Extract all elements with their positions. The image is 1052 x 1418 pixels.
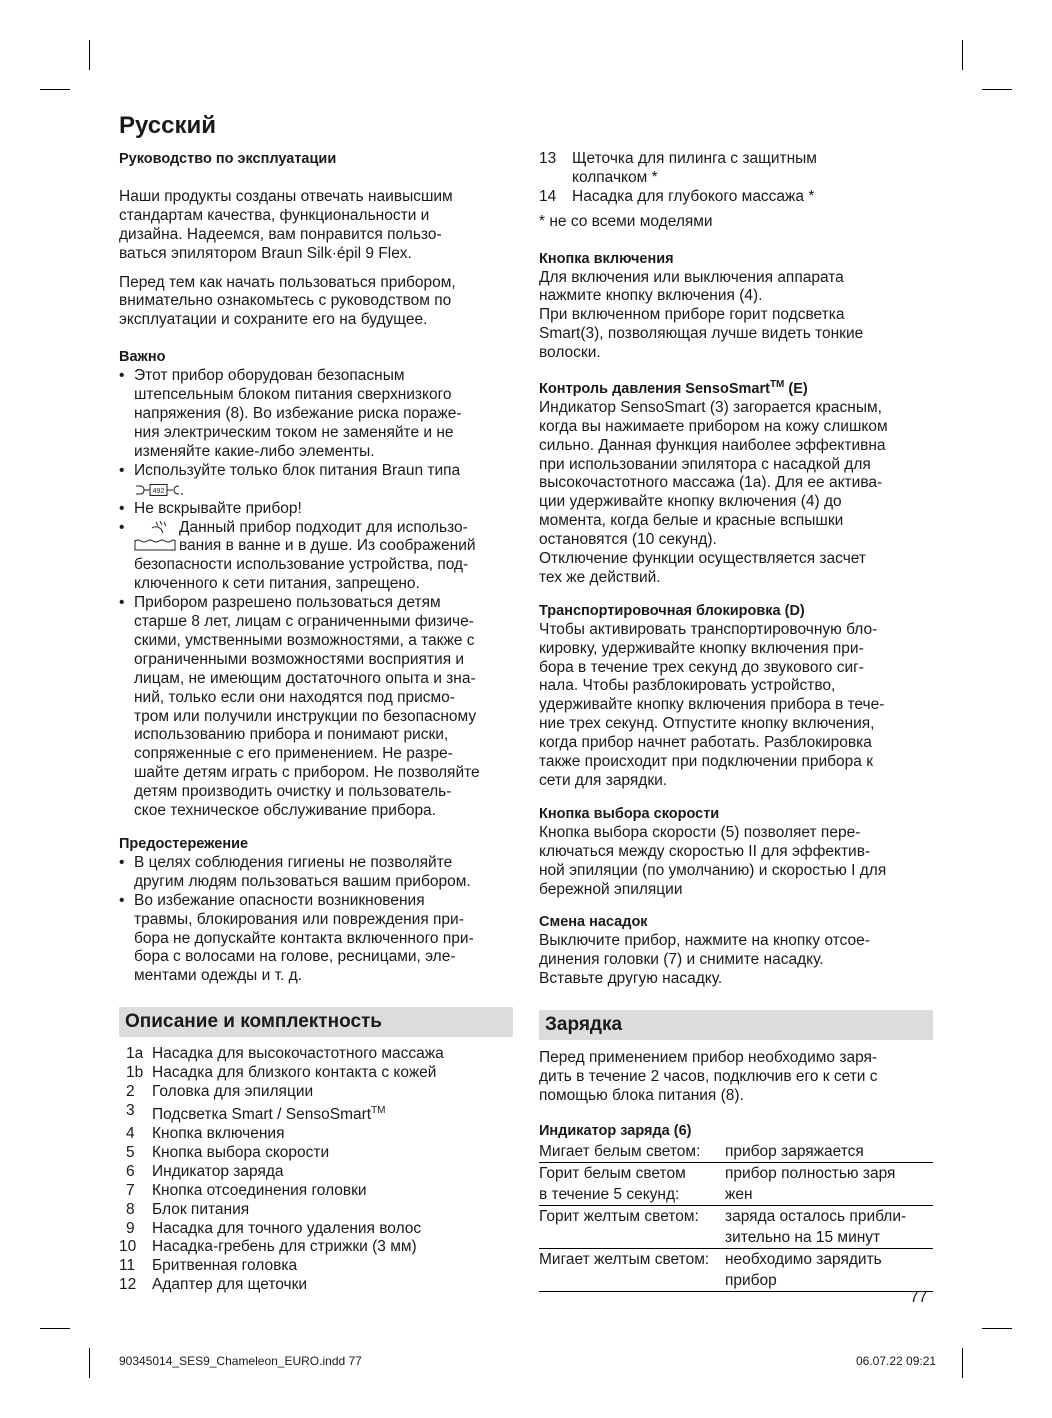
cell-line: жен xyxy=(725,1185,753,1203)
cell-line: прибор xyxy=(725,1271,777,1289)
item-number: 11 xyxy=(119,1257,136,1275)
table-row xyxy=(539,1205,933,1248)
item-text: Адаптер для щеточки xyxy=(152,1276,308,1294)
text-line: детям производить очистку и пользователь- xyxy=(134,783,452,801)
list-item xyxy=(119,1064,513,1083)
text-line: когда вы нажимаете прибором на кожу слишком xyxy=(539,417,888,435)
list-item xyxy=(539,188,933,207)
speed-button-text xyxy=(539,824,933,900)
text-line: эксплуатации и сохраните его на будущее. xyxy=(119,311,428,329)
item-number: 6 xyxy=(126,1162,135,1180)
item-number: 3 xyxy=(126,1101,135,1119)
text-line: ключаться между скоростью II для эффектив- xyxy=(539,842,871,860)
item-number: 9 xyxy=(126,1219,135,1237)
footer-timestamp: 06.07.22 09:21 xyxy=(856,1354,937,1368)
text-line: • Не вскрывайте прибор! xyxy=(134,499,302,517)
change-attachments-text xyxy=(539,932,933,989)
heading-text: (E) xyxy=(784,380,808,397)
text-line: скими, умственными возможностями, а также с xyxy=(134,631,475,649)
item-text: Насадка для высокочастотного массажа xyxy=(152,1045,444,1063)
cell-line: Горит белым светом xyxy=(539,1164,686,1182)
footnote: * не со всеми моделями xyxy=(539,212,713,230)
list-item xyxy=(119,1083,513,1102)
list-item xyxy=(119,1125,513,1144)
text-line: ние трех секунд. Отпустите кнопку включения, xyxy=(539,715,875,733)
text-line: помощью блока питания (8). xyxy=(539,1086,744,1104)
list-item xyxy=(119,519,513,595)
cell-line: в течение 5 секунд: xyxy=(539,1185,680,1203)
cell-line: прибор полностью заря xyxy=(725,1164,896,1182)
text-line: травмы, блокирования или повреждения при- xyxy=(134,910,464,928)
crop-mark xyxy=(982,1328,1012,1329)
text-line: • Используйте только блок питания Braun типа xyxy=(134,461,461,479)
footer-filename: 90345014_SES9_Chameleon_EURO.indd 77 xyxy=(119,1354,362,1368)
text-line: другим людям пользоваться вашим прибором. xyxy=(134,872,471,890)
text-line: бережной эпиляции xyxy=(539,880,683,898)
list-item xyxy=(119,1276,513,1295)
cell-line: зительно на 15 минут xyxy=(725,1228,881,1246)
text-line: Вставьте другую насадку. xyxy=(539,970,723,988)
table-row xyxy=(539,1162,933,1205)
item-text: Бритвенная головка xyxy=(152,1257,298,1275)
list-item xyxy=(119,1257,513,1276)
text-line: внимательно ознакомьтесь с руководством по xyxy=(119,292,452,310)
text-line: дизайна. Надеемся, вам понравится пользо- xyxy=(119,225,442,243)
table-cell xyxy=(725,1162,933,1205)
charge-indicator-table xyxy=(539,1141,933,1292)
text-line: шайте детям играть с прибором. Не позволяйте xyxy=(134,764,480,782)
trademark-sup: TM xyxy=(371,1104,386,1116)
item-text: Блок питания xyxy=(152,1200,250,1218)
item-number: 4 xyxy=(126,1125,135,1143)
cell-line: Мигает желтым светом: xyxy=(539,1250,710,1268)
text-line: ваться эпилятором Braun Silk·épil 9 Flex. xyxy=(119,244,412,262)
pressure-control-heading xyxy=(539,376,933,399)
list-item xyxy=(119,1182,513,1201)
text-line: при использовании эпилятора с насадкой для xyxy=(539,455,871,473)
list-item xyxy=(119,1220,513,1239)
text-line: лицам, не имеющим достаточного опыта и зна- xyxy=(134,669,476,687)
important-list xyxy=(119,367,513,821)
text-line: бора с волосами на голове, ресницами, эле- xyxy=(134,948,456,966)
list-item xyxy=(119,1238,513,1257)
text-line: волоски. xyxy=(539,344,601,362)
text-line: • Во избежание опасности возникновения xyxy=(134,891,425,909)
text-line: Щеточка для пилинга с защитным xyxy=(572,150,817,167)
item-number: 7 xyxy=(126,1181,135,1199)
item-number: 5 xyxy=(126,1143,135,1161)
text-line: бора не допускайте контакта включенного при- xyxy=(134,929,474,947)
intro-paragraph-1 xyxy=(119,188,513,264)
text-line: • Данный прибор подходит для использо- xyxy=(179,518,468,536)
text-line: дить в течение 2 часов, подключив его к сети с xyxy=(539,1067,878,1085)
text-line: ции удерживайте кнопку включения (4) до xyxy=(539,493,842,511)
text-line: использованию прибора и понимают риски, xyxy=(134,726,449,744)
text-line: • Этот прибор оборудован безопасным xyxy=(134,367,405,385)
text-line: Наши продукты созданы отвечать наивысшим xyxy=(119,187,453,205)
text-line: кировку, удерживайте кнопку включения при- xyxy=(539,639,864,657)
item-number: 14 xyxy=(539,187,557,205)
text-line: ское техническое обслуживание прибора. xyxy=(134,802,436,820)
list-item xyxy=(119,1045,513,1064)
text-line: нала. Чтобы разблокировать устройство, xyxy=(539,677,836,695)
text-line: колпачком * xyxy=(572,168,658,186)
text-line: нажмите кнопку включения (4). xyxy=(539,287,763,305)
table-row xyxy=(539,1141,933,1163)
crop-mark xyxy=(89,1348,90,1378)
text-line: Индикатор SensoSmart (3) загорается красным, xyxy=(539,398,882,416)
item-number: 8 xyxy=(126,1200,135,1218)
table-cell xyxy=(539,1248,725,1291)
heading-text: Контроль давления SensoSmart xyxy=(539,380,770,397)
item-text: Кнопка выбора скорости xyxy=(152,1143,330,1161)
text-line: Для включения или выключения аппарата xyxy=(539,268,844,286)
text-line: ния электрическим током не заменяйте и не xyxy=(134,423,454,441)
list-item xyxy=(119,1102,513,1125)
power-button-text xyxy=(539,269,933,364)
item-number: 1a xyxy=(126,1045,144,1063)
speed-button-heading: Кнопка выбора скорости xyxy=(539,805,720,822)
list-item xyxy=(119,1163,513,1182)
text-line: ной эпиляции (по умолчанию) и скоростью I для xyxy=(539,861,887,879)
table-cell xyxy=(539,1205,725,1248)
list-item xyxy=(119,854,513,892)
cell-line: необходимо зарядить xyxy=(725,1250,882,1268)
manual-heading: Руководство по эксплуатации xyxy=(119,151,337,167)
parts-list-continued xyxy=(539,150,933,207)
transport-lock-text xyxy=(539,621,933,791)
table-cell xyxy=(725,1141,933,1163)
item-number: 1b xyxy=(126,1064,144,1082)
text-line: тех же действий. xyxy=(539,568,661,586)
page-number: 77 xyxy=(910,1289,928,1306)
item-number: 2 xyxy=(126,1083,135,1101)
table-cell xyxy=(725,1248,933,1291)
text-line: ключенного к сети питания, запрещено. xyxy=(134,575,420,593)
list-item xyxy=(119,462,513,500)
text-line: сети для зарядки. xyxy=(539,772,668,790)
trademark-sup: TM xyxy=(769,379,785,391)
crop-mark xyxy=(962,1348,963,1378)
transport-lock-heading: Транспортировочная блокировка (D) xyxy=(539,602,805,619)
text-line: штепсельным блоком питания сверхнизкого xyxy=(134,386,452,404)
power-button-heading: Кнопка включения xyxy=(539,250,674,267)
list-item xyxy=(119,892,513,987)
cell-line: Мигает белым светом: xyxy=(539,1142,701,1160)
pressure-control-text xyxy=(539,399,933,588)
left-column xyxy=(119,150,513,1295)
text-line: Перед тем как начать пользоваться прибором, xyxy=(119,273,456,291)
text-line: удерживайте кнопку включения прибора в тече- xyxy=(539,696,885,714)
item-text: Подсветка Smart / SensoSmart xyxy=(152,1106,372,1124)
text-line: динения головки (7) и снимите насадку. xyxy=(539,951,824,969)
item-text: Насадка-гребень для стрижки (3 мм) xyxy=(152,1238,417,1256)
type-code: 492 xyxy=(152,487,165,495)
item-text: Кнопка отсоединения головки xyxy=(152,1181,367,1199)
cell-line: Горит желтым светом: xyxy=(539,1207,699,1225)
crop-mark xyxy=(40,89,70,90)
cell-line: прибор заряжается xyxy=(725,1142,864,1160)
charge-indicator-heading: Индикатор заряда (6) xyxy=(539,1122,692,1139)
crop-mark xyxy=(962,40,963,70)
list-item xyxy=(119,500,513,519)
change-attachments-heading: Смена насадок xyxy=(539,914,648,931)
item-number: 12 xyxy=(119,1276,137,1294)
parts-list xyxy=(119,1045,513,1295)
text-line: Smart(3), позволяющая лучше видеть тонкие xyxy=(539,325,864,343)
item-number: 13 xyxy=(539,150,557,167)
text-line: остановятся (10 секунд). xyxy=(539,531,717,549)
text-line: также происходит при подключении прибора к xyxy=(539,753,873,771)
table-cell xyxy=(539,1141,725,1163)
description-section-heading: Описание и комплектность xyxy=(119,1007,513,1037)
table-row xyxy=(539,1248,933,1291)
item-text: Насадка для близкого контакта с кожей xyxy=(152,1064,437,1082)
list-item xyxy=(119,1201,513,1220)
text-line: При включенном приборе горит подсветка xyxy=(539,306,845,324)
item-text: Насадка для точного удаления волос xyxy=(152,1219,422,1237)
list-item xyxy=(119,1144,513,1163)
list-item xyxy=(539,150,933,188)
text-line: Выключите прибор, нажмите на кнопку отсое- xyxy=(539,932,870,950)
text-line: изменяйте какие-либо элементы. xyxy=(134,442,375,460)
page-title: Русский xyxy=(119,112,216,139)
text-line: напряжения (8). Во избежание риска пораже- xyxy=(134,404,462,422)
item-text: Головка для эпиляции xyxy=(152,1083,314,1101)
text-line: Кнопка выбора скорости (5) позволяет пере- xyxy=(539,823,861,841)
item-number: 10 xyxy=(119,1238,137,1256)
text-line: тром или получили инструкции по безопасному xyxy=(134,707,477,725)
intro-paragraph-2 xyxy=(119,274,513,331)
list-item xyxy=(119,594,513,821)
text-line: бора в течение трех секунд до звукового сиг- xyxy=(539,658,864,676)
text-line: когда прибор начнет работать. Разблокировка xyxy=(539,734,872,752)
text-line: высокочастотного массажа (1a). Для ее актива- xyxy=(539,474,883,492)
text-line: сопряженные с его применением. Не разре- xyxy=(134,745,453,763)
warning-list xyxy=(119,854,513,986)
text-line: старше 8 лет, лицам с ограниченными физиче- xyxy=(134,613,474,631)
cell-line: заряда осталось прибли- xyxy=(725,1207,907,1225)
crop-mark xyxy=(89,40,90,70)
text-line: безопасности использование устройства, под- xyxy=(134,556,469,574)
text-line: • Прибором разрешено пользоваться детям xyxy=(134,594,441,612)
list-item xyxy=(119,367,513,462)
text-line: Перед применением прибор необходимо заря- xyxy=(539,1049,878,1067)
warning-heading: Предостережение xyxy=(119,836,249,852)
item-text: Насадка для глубокого массажа * xyxy=(572,187,815,205)
text-line: ний, только если они находятся под присмо- xyxy=(134,688,455,706)
power-supply-type-icon xyxy=(134,481,513,500)
text-line: момента, когда белые и красные вспышки xyxy=(539,512,844,530)
item-text: Кнопка включения xyxy=(152,1125,285,1143)
text-line: Чтобы активировать транспортировочную бло- xyxy=(539,620,878,638)
text-line: ментами одежды и т. д. xyxy=(134,967,302,985)
table-cell xyxy=(725,1205,933,1248)
crop-mark xyxy=(982,89,1012,90)
right-column xyxy=(539,150,933,1292)
table-cell xyxy=(539,1162,725,1205)
text-line: стандартам качества, функциональности и xyxy=(119,206,430,224)
important-heading: Важно xyxy=(119,349,166,366)
text-line: Отключение функции осуществляется засчет xyxy=(539,550,866,568)
text-line: ограниченными возможностями восприятия и xyxy=(134,650,465,668)
crop-mark xyxy=(40,1328,70,1329)
bath-shower-icon xyxy=(134,520,176,552)
text-line: сильно. Данная функция наиболее эффективна xyxy=(539,436,886,454)
charging-section-heading: Зарядка xyxy=(539,1010,933,1040)
item-text: Индикатор заряда xyxy=(152,1162,284,1180)
charging-text xyxy=(539,1049,933,1106)
text-line: вания в ванне и в душе. Из соображений xyxy=(179,537,476,555)
text-line: • В целях соблюдения гигиены не позволяйте xyxy=(134,853,453,871)
